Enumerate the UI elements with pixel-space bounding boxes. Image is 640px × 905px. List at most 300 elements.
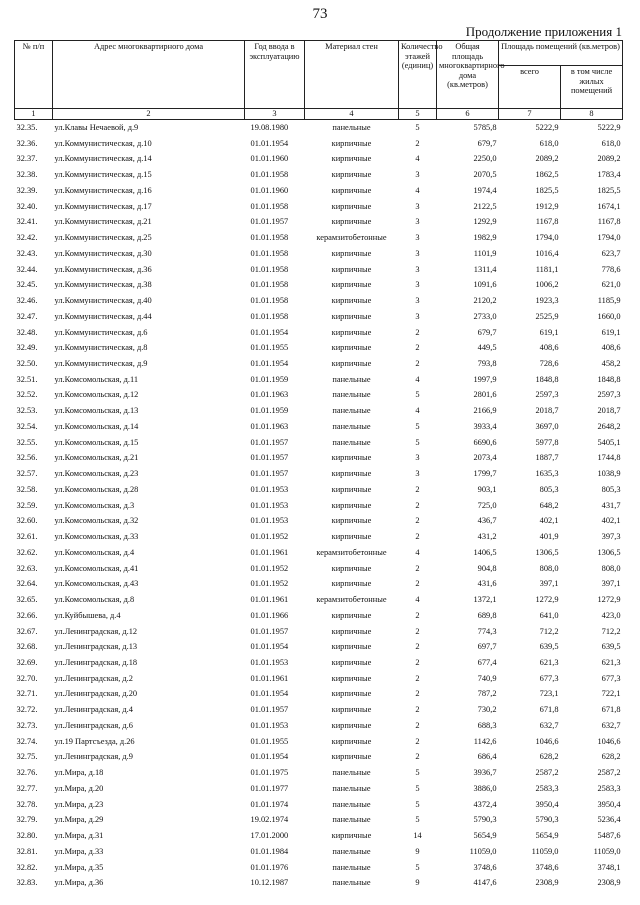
wall-material-cell: панельные bbox=[332, 374, 371, 384]
commission-date-cell: 01.01.1954 bbox=[250, 359, 289, 369]
rooms-area-cell: 677,3 bbox=[539, 673, 559, 683]
address-cell: ул.Комсомольская, д.13 bbox=[54, 406, 139, 416]
rooms-area-cell: 1825,5 bbox=[535, 185, 559, 195]
row-number: 32.73. bbox=[16, 720, 38, 730]
floors-cell: 2 bbox=[415, 736, 420, 746]
address-cell: ул.Мира, д.23 bbox=[54, 799, 104, 809]
table-row bbox=[15, 624, 623, 640]
total-area-cell: 2801,6 bbox=[473, 390, 497, 400]
total-area-cell: 688,3 bbox=[477, 720, 497, 730]
residential-area-cell: 1306,5 bbox=[597, 547, 621, 557]
floors-cell: 4 bbox=[415, 185, 420, 195]
wall-material-cell: кирпичные bbox=[331, 138, 372, 148]
residential-area-cell: 402,1 bbox=[601, 516, 621, 526]
rooms-area-cell: 723,1 bbox=[539, 689, 559, 699]
residential-area-cell: 722,1 bbox=[601, 689, 621, 699]
floors-cell: 2 bbox=[415, 484, 420, 494]
wall-material-cell: кирпичные bbox=[331, 327, 372, 337]
housing-table bbox=[14, 40, 623, 891]
table-row bbox=[15, 325, 623, 341]
row-number: 32.44. bbox=[16, 264, 38, 274]
total-area-cell: 6690,6 bbox=[473, 437, 497, 447]
table-row bbox=[15, 482, 623, 498]
commission-date-cell: 01.01.1953 bbox=[250, 484, 289, 494]
table-row bbox=[15, 151, 623, 167]
residential-area-cell: 2583,3 bbox=[597, 783, 621, 793]
row-number: 32.77. bbox=[16, 783, 38, 793]
header-rooms-area: Площадь помещений (кв.метров) bbox=[499, 41, 623, 66]
floors-cell: 2 bbox=[415, 532, 420, 542]
total-area-cell: 431,6 bbox=[477, 579, 497, 589]
wall-material-cell: панельные bbox=[332, 878, 371, 888]
wall-material-cell: кирпичные bbox=[331, 657, 372, 667]
table-row bbox=[15, 860, 623, 876]
address-cell: ул.Ленинградская, д.20 bbox=[54, 689, 138, 699]
total-area-cell: 1091,6 bbox=[473, 280, 497, 290]
floors-cell: 5 bbox=[415, 768, 420, 778]
table-row bbox=[15, 120, 623, 136]
table-row bbox=[15, 435, 623, 451]
header-rooms-total: всего bbox=[499, 66, 561, 109]
total-area-cell: 903,1 bbox=[477, 484, 497, 494]
wall-material-cell: кирпичные bbox=[331, 264, 372, 274]
commission-date-cell: 01.01.1957 bbox=[250, 437, 289, 447]
table-row bbox=[15, 372, 623, 388]
rooms-area-cell: 621,3 bbox=[539, 657, 559, 667]
rooms-area-cell: 671,8 bbox=[539, 705, 559, 715]
table-row bbox=[15, 655, 623, 671]
table-row bbox=[15, 513, 623, 529]
table-row bbox=[15, 718, 623, 734]
rooms-area-cell: 2018,7 bbox=[535, 406, 559, 416]
floors-cell: 2 bbox=[415, 516, 420, 526]
residential-area-cell: 1660,0 bbox=[597, 311, 621, 321]
commission-date-cell: 01.01.1959 bbox=[250, 374, 289, 384]
floors-cell: 2 bbox=[415, 689, 420, 699]
floors-cell: 5 bbox=[415, 862, 420, 872]
residential-area-cell: 805,3 bbox=[601, 484, 621, 494]
table-row bbox=[15, 828, 623, 844]
column-number: 2 bbox=[53, 109, 245, 120]
floors-cell: 4 bbox=[415, 595, 420, 605]
residential-area-cell: 632,7 bbox=[601, 720, 621, 730]
column-number: 3 bbox=[245, 109, 305, 120]
rooms-area-cell: 1181,1 bbox=[535, 264, 559, 274]
wall-material-cell: кирпичные bbox=[331, 453, 372, 463]
total-area-cell: 2166,9 bbox=[473, 406, 497, 416]
wall-material-cell: кирпичные bbox=[331, 343, 372, 353]
row-number: 32.72. bbox=[16, 705, 38, 715]
table-body bbox=[15, 120, 623, 891]
total-area-cell: 2122,5 bbox=[473, 201, 497, 211]
row-number: 32.50. bbox=[16, 359, 38, 369]
floors-cell: 5 bbox=[415, 421, 420, 431]
header-material: Материал стен bbox=[305, 41, 399, 109]
commission-date-cell: 01.01.1954 bbox=[250, 642, 289, 652]
wall-material-cell: керамзитобетонные bbox=[316, 547, 387, 557]
commission-date-cell: 01.01.1977 bbox=[250, 783, 289, 793]
residential-area-cell: 1794,0 bbox=[597, 233, 621, 243]
commission-date-cell: 01.01.1958 bbox=[250, 264, 289, 274]
rooms-area-cell: 628,2 bbox=[539, 752, 559, 762]
address-cell: ул.Коммунистическая, д.8 bbox=[54, 343, 148, 353]
address-cell: ул.Мира, д.20 bbox=[54, 783, 104, 793]
address-cell: ул.Комсомольская, д.43 bbox=[54, 579, 139, 589]
address-cell: ул.19 Партсъезда, д.26 bbox=[54, 736, 135, 746]
row-number: 32.66. bbox=[16, 610, 38, 620]
total-area-cell: 677,4 bbox=[477, 657, 497, 667]
row-number: 32.41. bbox=[16, 217, 38, 227]
wall-material-cell: кирпичные bbox=[331, 720, 372, 730]
wall-material-cell: панельные bbox=[332, 783, 371, 793]
address-cell: ул.Ленинградская, д.12 bbox=[54, 626, 138, 636]
address-cell: ул.Коммунистическая, д.15 bbox=[54, 170, 152, 180]
rooms-area-cell: 1923,3 bbox=[535, 296, 559, 306]
commission-date-cell: 01.01.1953 bbox=[250, 516, 289, 526]
commission-date-cell: 01.01.1954 bbox=[250, 138, 289, 148]
table-row bbox=[15, 277, 623, 293]
wall-material-cell: панельные bbox=[332, 799, 371, 809]
floors-cell: 2 bbox=[415, 673, 420, 683]
row-number: 32.63. bbox=[16, 563, 38, 573]
row-number: 32.35. bbox=[16, 123, 38, 132]
table-row bbox=[15, 875, 623, 891]
residential-area-cell: 628,2 bbox=[601, 752, 621, 762]
rooms-area-cell: 1635,3 bbox=[535, 469, 559, 479]
wall-material-cell: кирпичные bbox=[331, 500, 372, 510]
floors-cell: 2 bbox=[415, 579, 420, 589]
floors-cell: 3 bbox=[415, 201, 420, 211]
residential-area-cell: 1825,5 bbox=[597, 185, 621, 195]
total-area-cell: 1101,9 bbox=[473, 248, 497, 258]
commission-date-cell: 01.01.1958 bbox=[250, 248, 289, 258]
commission-date-cell: 01.01.1953 bbox=[250, 500, 289, 510]
floors-cell: 3 bbox=[415, 233, 420, 243]
commission-date-cell: 01.01.1955 bbox=[250, 736, 289, 746]
total-area-cell: 1292,9 bbox=[473, 217, 497, 227]
total-area-cell: 686,4 bbox=[477, 752, 497, 762]
floors-cell: 2 bbox=[415, 359, 420, 369]
address-cell: ул.Куйбышева, д.4 bbox=[54, 610, 121, 620]
table-row bbox=[15, 450, 623, 466]
table-row bbox=[15, 246, 623, 262]
rooms-area-cell: 2587,2 bbox=[535, 768, 559, 778]
table-row bbox=[15, 214, 623, 230]
address-cell: ул.Ленинградская, д.9 bbox=[54, 752, 133, 762]
rooms-area-cell: 3950,4 bbox=[535, 799, 559, 809]
commission-date-cell: 19.02.1974 bbox=[250, 815, 289, 825]
commission-date-cell: 01.01.1984 bbox=[250, 846, 289, 856]
wall-material-cell: кирпичные bbox=[331, 626, 372, 636]
commission-date-cell: 01.01.1954 bbox=[250, 689, 289, 699]
wall-material-cell: кирпичные bbox=[331, 217, 372, 227]
residential-area-cell: 1185,9 bbox=[597, 296, 621, 306]
floors-cell: 2 bbox=[415, 500, 420, 510]
row-number: 32.76. bbox=[16, 768, 38, 778]
floors-cell: 4 bbox=[415, 406, 420, 416]
table-row bbox=[15, 545, 623, 561]
address-cell: ул.Коммунистическая, д.36 bbox=[54, 264, 152, 274]
residential-area-cell: 2587,2 bbox=[597, 768, 621, 778]
total-area-cell: 1311,4 bbox=[473, 264, 497, 274]
page-number: 73 bbox=[312, 6, 328, 22]
row-number: 32.58. bbox=[16, 484, 38, 494]
commission-date-cell: 01.01.1960 bbox=[250, 154, 289, 164]
row-number: 32.80. bbox=[16, 831, 38, 841]
rooms-area-cell: 728,6 bbox=[539, 359, 559, 369]
floors-cell: 2 bbox=[415, 642, 420, 652]
column-number: 5 bbox=[399, 109, 437, 120]
total-area-cell: 2733,0 bbox=[473, 311, 497, 321]
wall-material-cell: кирпичные bbox=[331, 610, 372, 620]
wall-material-cell: кирпичные bbox=[331, 201, 372, 211]
table-row bbox=[15, 812, 623, 828]
address-cell: ул.Коммунистическая, д.44 bbox=[54, 311, 152, 321]
total-area-cell: 689,8 bbox=[477, 610, 497, 620]
residential-area-cell: 1167,8 bbox=[597, 217, 621, 227]
row-number: 32.60. bbox=[16, 516, 38, 526]
row-number: 32.53. bbox=[16, 406, 38, 416]
residential-area-cell: 5222,9 bbox=[597, 123, 621, 132]
row-number: 32.81. bbox=[16, 846, 38, 856]
total-area-cell: 2250,0 bbox=[473, 154, 497, 164]
wall-material-cell: кирпичные bbox=[331, 296, 372, 306]
address-cell: ул.Комсомольская, д.4 bbox=[54, 547, 135, 557]
header-year: Год ввода в эксплуатацию bbox=[245, 41, 305, 109]
row-number: 32.51. bbox=[16, 374, 38, 384]
row-number: 32.61. bbox=[16, 532, 38, 542]
residential-area-cell: 423,0 bbox=[601, 610, 621, 620]
total-area-cell: 4147,6 bbox=[473, 878, 497, 888]
wall-material-cell: кирпичные bbox=[331, 642, 372, 652]
total-area-cell: 787,2 bbox=[477, 689, 497, 699]
commission-date-cell: 01.01.1963 bbox=[250, 390, 289, 400]
column-number: 4 bbox=[305, 109, 399, 120]
wall-material-cell: кирпичные bbox=[331, 469, 372, 479]
residential-area-cell: 623,7 bbox=[601, 248, 621, 258]
total-area-cell: 1372,1 bbox=[473, 595, 497, 605]
residential-area-cell: 1744,8 bbox=[597, 453, 621, 463]
wall-material-cell: керамзитобетонные bbox=[316, 595, 387, 605]
commission-date-cell: 01.01.1974 bbox=[250, 799, 289, 809]
floors-cell: 3 bbox=[415, 170, 420, 180]
commission-date-cell: 01.01.1957 bbox=[250, 453, 289, 463]
residential-area-cell: 431,7 bbox=[601, 500, 621, 510]
commission-date-cell: 01.01.1953 bbox=[250, 657, 289, 667]
address-cell: ул.Комсомольская, д.15 bbox=[54, 437, 139, 447]
wall-material-cell: панельные bbox=[332, 421, 371, 431]
rooms-area-cell: 805,3 bbox=[539, 484, 559, 494]
table-row bbox=[15, 356, 623, 372]
column-number: 8 bbox=[561, 109, 623, 120]
row-number: 32.59. bbox=[16, 500, 38, 510]
total-area-cell: 5785,8 bbox=[473, 123, 497, 132]
commission-date-cell: 01.01.1976 bbox=[250, 862, 289, 872]
address-cell: ул.Коммунистическая, д.30 bbox=[54, 248, 152, 258]
residential-area-cell: 621,3 bbox=[601, 657, 621, 667]
floors-cell: 5 bbox=[415, 437, 420, 447]
address-cell: ул.Коммунистическая, д.40 bbox=[54, 296, 152, 306]
floors-cell: 2 bbox=[415, 705, 420, 715]
floors-cell: 2 bbox=[415, 610, 420, 620]
floors-cell: 3 bbox=[415, 217, 420, 227]
row-number: 32.38. bbox=[16, 170, 38, 180]
rooms-area-cell: 401,9 bbox=[539, 532, 559, 542]
row-number: 32.43. bbox=[16, 248, 38, 258]
wall-material-cell: панельные bbox=[332, 815, 371, 825]
rooms-area-cell: 2089,2 bbox=[535, 154, 559, 164]
table-row bbox=[15, 749, 623, 765]
rooms-area-cell: 5790,3 bbox=[535, 815, 559, 825]
wall-material-cell: кирпичные bbox=[331, 736, 372, 746]
total-area-cell: 1406,5 bbox=[473, 547, 497, 557]
address-cell: ул.Ленинградская, д.13 bbox=[54, 642, 138, 652]
total-area-cell: 3886,0 bbox=[473, 783, 497, 793]
total-area-cell: 436,7 bbox=[477, 516, 497, 526]
header-floors: Количество этажей (единиц) bbox=[399, 41, 437, 109]
row-number: 32.55. bbox=[16, 437, 38, 447]
header-no: № п/п bbox=[15, 41, 53, 109]
wall-material-cell: кирпичные bbox=[331, 705, 372, 715]
row-number: 32.48. bbox=[16, 327, 38, 337]
commission-date-cell: 01.01.1952 bbox=[250, 579, 289, 589]
table-row bbox=[15, 230, 623, 246]
table-row bbox=[15, 765, 623, 781]
residential-area-cell: 2597,3 bbox=[597, 390, 621, 400]
floors-cell: 2 bbox=[415, 138, 420, 148]
rooms-area-cell: 397,1 bbox=[539, 579, 559, 589]
rooms-area-cell: 11059,0 bbox=[531, 846, 559, 856]
table-row bbox=[15, 702, 623, 718]
row-number: 32.57. bbox=[16, 469, 38, 479]
rooms-area-cell: 712,2 bbox=[539, 626, 559, 636]
row-number: 32.64. bbox=[16, 579, 38, 589]
row-number: 32.36. bbox=[16, 138, 38, 148]
total-area-cell: 5790,3 bbox=[473, 815, 497, 825]
address-cell: ул.Мира, д.18 bbox=[54, 768, 104, 778]
table-row bbox=[15, 309, 623, 325]
floors-cell: 3 bbox=[415, 248, 420, 258]
row-number: 32.70. bbox=[16, 673, 38, 683]
column-number: 1 bbox=[15, 109, 53, 120]
residential-area-cell: 1783,4 bbox=[597, 170, 621, 180]
commission-date-cell: 01.01.1957 bbox=[250, 469, 289, 479]
rooms-area-cell: 402,1 bbox=[539, 516, 559, 526]
table-row bbox=[15, 293, 623, 309]
rooms-area-cell: 641,0 bbox=[539, 610, 559, 620]
wall-material-cell: кирпичные bbox=[331, 563, 372, 573]
row-number: 32.54. bbox=[16, 421, 38, 431]
residential-area-cell: 2089,2 bbox=[597, 154, 621, 164]
floors-cell: 3 bbox=[415, 280, 420, 290]
row-number: 32.62. bbox=[16, 547, 38, 557]
floors-cell: 3 bbox=[415, 296, 420, 306]
rooms-area-cell: 1272,9 bbox=[535, 595, 559, 605]
table-row bbox=[15, 498, 623, 514]
commission-date-cell: 01.01.1961 bbox=[250, 595, 289, 605]
wall-material-cell: кирпичные bbox=[331, 185, 372, 195]
rooms-area-cell: 1912,9 bbox=[535, 201, 559, 211]
rooms-area-cell: 3748,6 bbox=[535, 862, 559, 872]
total-area-cell: 2073,4 bbox=[473, 453, 497, 463]
address-cell: ул.Мира, д.35 bbox=[54, 862, 104, 872]
floors-cell: 2 bbox=[415, 626, 420, 636]
address-cell: ул.Коммунистическая, д.21 bbox=[54, 217, 152, 227]
commission-date-cell: 01.01.1958 bbox=[250, 280, 289, 290]
floors-cell: 2 bbox=[415, 720, 420, 730]
commission-date-cell: 01.01.1953 bbox=[250, 720, 289, 730]
residential-area-cell: 3748,1 bbox=[597, 862, 621, 872]
commission-date-cell: 01.01.1958 bbox=[250, 296, 289, 306]
rooms-area-cell: 2597,3 bbox=[535, 390, 559, 400]
residential-area-cell: 2018,7 bbox=[597, 406, 621, 416]
rooms-area-cell: 619,1 bbox=[539, 327, 559, 337]
rooms-area-cell: 1862,5 bbox=[535, 170, 559, 180]
residential-area-cell: 1272,9 bbox=[597, 595, 621, 605]
rooms-area-cell: 5222,9 bbox=[535, 123, 559, 132]
row-number: 32.83. bbox=[16, 878, 38, 888]
commission-date-cell: 01.01.1957 bbox=[250, 705, 289, 715]
floors-cell: 14 bbox=[413, 831, 422, 841]
commission-date-cell: 01.01.1963 bbox=[250, 421, 289, 431]
total-area-cell: 2120,2 bbox=[473, 296, 497, 306]
residential-area-cell: 397,3 bbox=[601, 532, 621, 542]
commission-date-cell: 01.01.1975 bbox=[250, 768, 289, 778]
address-cell: ул.Мира, д.29 bbox=[54, 815, 104, 825]
address-cell: ул.Ленинградская, д.18 bbox=[54, 657, 138, 667]
residential-area-cell: 1038,9 bbox=[597, 469, 621, 479]
address-cell: ул.Комсомольская, д.33 bbox=[54, 532, 139, 542]
commission-date-cell: 10.12.1987 bbox=[250, 878, 289, 888]
table-row bbox=[15, 734, 623, 750]
total-area-cell: 904,8 bbox=[477, 563, 497, 573]
row-number: 32.52. bbox=[16, 390, 38, 400]
residential-area-cell: 618,0 bbox=[601, 138, 621, 148]
row-number: 32.69. bbox=[16, 657, 38, 667]
rooms-area-cell: 2308,9 bbox=[535, 878, 559, 888]
floors-cell: 2 bbox=[415, 343, 420, 353]
table-row bbox=[15, 167, 623, 183]
table-row bbox=[15, 781, 623, 797]
total-area-cell: 1982,9 bbox=[473, 233, 497, 243]
wall-material-cell: панельные bbox=[332, 390, 371, 400]
address-cell: ул.Комсомольская, д.8 bbox=[54, 595, 135, 605]
rooms-area-cell: 808,0 bbox=[539, 563, 559, 573]
table-row bbox=[15, 686, 623, 702]
floors-cell: 3 bbox=[415, 311, 420, 321]
address-cell: ул.Коммунистическая, д.14 bbox=[54, 154, 152, 164]
row-number: 32.74. bbox=[16, 736, 38, 746]
total-area-cell: 1974,4 bbox=[473, 185, 497, 195]
rooms-area-cell: 648,2 bbox=[539, 500, 559, 510]
floors-cell: 5 bbox=[415, 123, 420, 132]
residential-area-cell: 671,8 bbox=[601, 705, 621, 715]
appendix-label: Продолжение приложения 1 bbox=[465, 24, 622, 39]
rooms-area-cell: 1887,7 bbox=[535, 453, 559, 463]
row-number: 32.46. bbox=[16, 296, 38, 306]
wall-material-cell: панельные bbox=[332, 406, 371, 416]
total-area-cell: 1142,6 bbox=[473, 736, 497, 746]
row-number: 32.56. bbox=[16, 453, 38, 463]
table-row bbox=[15, 576, 623, 592]
row-number: 32.37. bbox=[16, 154, 38, 164]
residential-area-cell: 5405,1 bbox=[597, 437, 621, 447]
rooms-area-cell: 5977,8 bbox=[535, 437, 559, 447]
wall-material-cell: керамзитобетонные bbox=[316, 233, 387, 243]
rooms-area-cell: 618,0 bbox=[539, 138, 559, 148]
address-cell: ул.Мира, д.31 bbox=[54, 831, 104, 841]
residential-area-cell: 408,6 bbox=[601, 343, 621, 353]
